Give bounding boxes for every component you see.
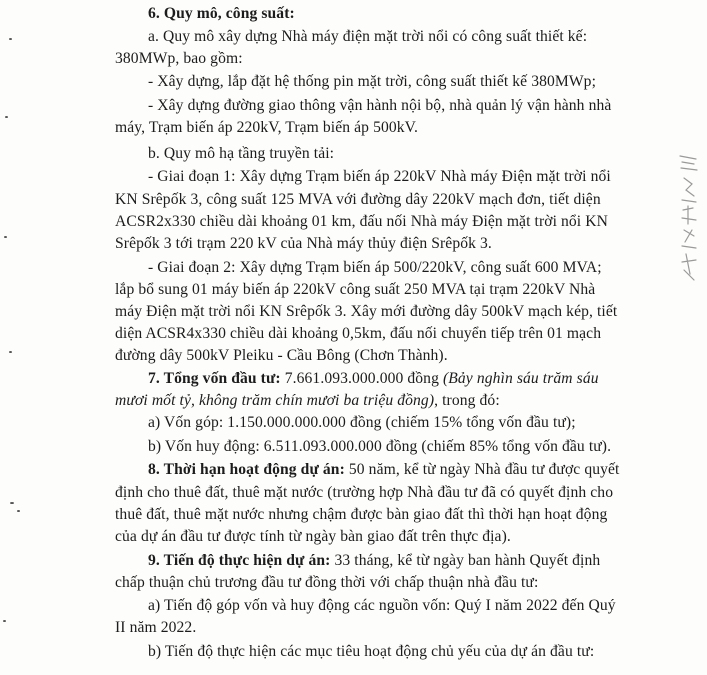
contributed-capital: a) Vốn góp: 1.150.000.000.000 đồng (chiếm 15% tổng vốn đầu tư);: [148, 414, 576, 431]
phase-2-line-3: máy Điện mặt trời nổi KN Srêpốk 3. Xây mới đường dây 500kV mạch kép, tiết: [115, 303, 618, 320]
section-9-text-1: 33 tháng, kể từ ngày ban hành Quyết định: [330, 552, 601, 569]
section-7-line-2: [115, 391, 500, 411]
section-6a-item-2-line-2: máy, Trạm biến áp 220kV, Trạm biến áp 500kV.: [115, 119, 419, 136]
section-9-label: 9. Tiến độ thực hiện dự án:: [148, 552, 331, 569]
capital-schedule-line-1: a) Tiến độ góp vốn và huy động các nguồn vốn: Quý I năm 2022 đến Quý: [148, 597, 616, 614]
phase-1-line-4: Srêpốk 3 tới trạm 220 kV của Nhà máy thủy điện Srêpốk 3.: [115, 235, 492, 252]
phase-1-line-3: ACSR2x330 chiều dài khoảng 01 km, đấu nối Nhà máy Điện mặt trời nổi KN: [115, 213, 608, 230]
scan-speck: [9, 351, 12, 353]
section-8-label: 8. Thời hạn hoạt động dự án:: [148, 461, 345, 478]
phase-2-line-1: - Giai đoạn 2: Xây dựng Trạm biến áp 500/220kV, công suất 600 MVA;: [148, 259, 602, 276]
phase-2-line-2: lắp bổ sung 01 máy biến áp 220kV công suất 250 MVA tại trạm 220kV Nhà: [115, 281, 596, 298]
amount-in-words-2: mươi mốt tỷ, không trăm chín mươi ba triệu đồng): [115, 392, 435, 409]
section-7-line-1: [148, 369, 599, 389]
section-6b-heading: b. Quy mô hạ tầng truyền tải:: [148, 145, 335, 162]
scan-speck: [10, 502, 14, 504]
margin-stamp-mark: [676, 150, 700, 290]
section-8-line-3: thuê đất, thuê mặt nước nhưng chậm được bàn giao đất thì thời hạn hoạt động: [115, 506, 608, 523]
section-9-line-2: chấp thuận chủ trương đầu tư đồng thời với chấp thuận nhà đầu tư:: [115, 574, 539, 591]
section-9-line-1: [148, 551, 600, 571]
scan-speck: [5, 116, 8, 118]
phase-2-line-4: diện ACSR4x330 chiều dài khoảng 0,5km, đấu nối chuyển tiếp trên 01 mạch: [115, 325, 602, 342]
section-6a-item-1: - Xây dựng, lắp đặt hệ thống pin mặt trời, công suất thiết kế 380MWp;: [148, 73, 597, 90]
capital-schedule-line-2: II năm 2022.: [115, 619, 197, 636]
phase-1-line-1: - Giai đoạn 1: Xây dựng Trạm biến áp 220kV Nhà máy Điện mặt trời nổi: [148, 168, 611, 185]
phase-1-line-2: KN Srêpốk 3, công suất 125 MVA với đường dây 220kV mạch đơn, tiết diện: [115, 191, 601, 208]
total-investment-amount: 7.661.093.000.000 đồng: [280, 370, 443, 387]
section-8-line-1: [148, 460, 619, 480]
section-8-line-4: của dự án đầu tư được tính từ ngày bàn giao đất trên thực địa).: [115, 528, 511, 545]
section-6a-line-2: 380MWp, bao gồm:: [115, 50, 243, 67]
section-6-heading: 6. Quy mô, công suất:: [148, 5, 295, 22]
phase-2-line-5: đường dây 500kV Pleiku - Cầu Bông (Chơn Thành).: [115, 347, 448, 364]
section-7-label: 7. Tổng vốn đầu tư:: [148, 370, 281, 387]
scan-speck: [4, 236, 7, 238]
scan-speck: [9, 38, 12, 40]
section-8-text-1: 50 năm, kể từ ngày Nhà đầu tư được quyết: [344, 461, 620, 478]
section-7-tail: , trong đó:: [434, 392, 500, 409]
mobilized-capital: b) Vốn huy động: 6.511.093.000.000 đồng (chiếm 85% tổng vốn đầu tư).: [148, 438, 612, 455]
section-8-line-2: định cho thuê đất, thuê mặt nước (trường hợp Nhà đầu tư đã có quyết định cho: [115, 484, 614, 501]
activity-schedule: b) Tiến độ thực hiện các mục tiêu hoạt động chủ yếu của dự án đầu tư:: [148, 643, 595, 660]
scan-speck: [3, 620, 6, 622]
scan-speck: [17, 510, 20, 512]
amount-in-words-1: (Bảy nghìn sáu trăm sáu: [442, 370, 599, 387]
section-6a-item-2-line-1: - Xây dựng đường giao thông vận hành nội bộ, nhà quản lý vận hành nhà: [148, 97, 612, 114]
section-6a-line-1: a. Quy mô xây dựng Nhà máy điện mặt trời nổi có công suất thiết kế:: [148, 28, 588, 45]
